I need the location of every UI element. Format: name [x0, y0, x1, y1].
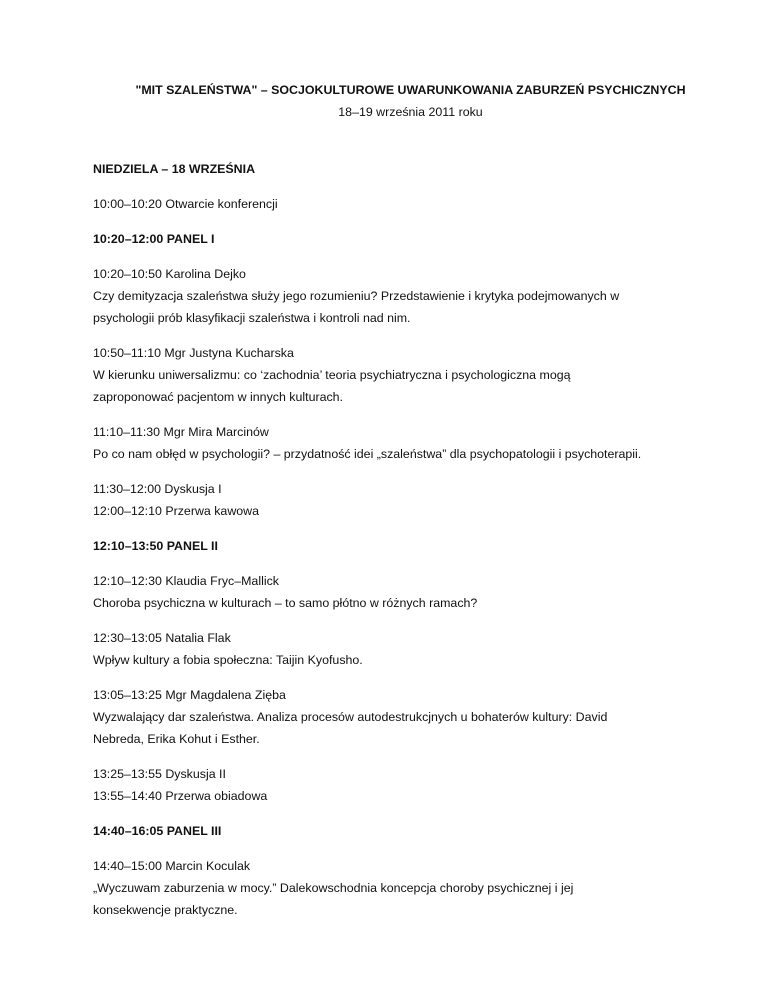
- session-title-line: Czy demityzacja szaleństwa służy jego rozumieniu? Przedstawienie i krytyka podejmowanych w: [93, 289, 620, 303]
- session-time-speaker: 11:30–12:00 Dyskusja I: [93, 482, 222, 496]
- session-time-speaker: 13:05–13:25 Mgr Magdalena Zięba: [93, 688, 286, 702]
- program-list: [93, 193, 728, 921]
- program-block: [93, 535, 728, 557]
- session-title-line: 13:55–14:40 Przerwa obiadowa: [93, 789, 268, 803]
- session-title-line: „Wyczuwam zaburzenia w mocy.” Dalekowschodnia koncepcja choroby psychicznej i jej: [93, 881, 574, 895]
- program-block: [93, 421, 728, 465]
- session-title-line: zaproponować pacjentom w innych kulturach.: [93, 390, 344, 404]
- program-block: [93, 478, 728, 522]
- session-time-speaker: 12:10–12:30 Klaudia Fryc–Mallick: [93, 574, 279, 588]
- session-title-line: Wpływ kultury a fobia społeczna: Taijin Kyofusho.: [93, 653, 363, 667]
- program-block: [93, 684, 728, 750]
- session-time-speaker: 13:25–13:55 Dyskusja II: [93, 767, 226, 781]
- program-block: [93, 820, 728, 842]
- conference-date: 18–19 września 2011 roku: [338, 105, 483, 119]
- session-time-speaker: 12:30–13:05 Natalia Flak: [93, 631, 231, 645]
- session-title-line: konsekwencje praktyczne.: [93, 903, 238, 917]
- program-block: [93, 342, 728, 408]
- session-title-line: W kierunku uniwersalizmu: co ‘zachodnia’ teoria psychiatryczna i psychologiczna mogą: [93, 368, 571, 382]
- session-title-line: Wyzwalający dar szaleństwa. Analiza procesów autodestrukcjnych u bohaterów kultury: David: [93, 710, 608, 724]
- session-time-speaker: 10:50–11:10 Mgr Justyna Kucharska: [93, 346, 294, 360]
- panel-heading: 12:10–13:50 PANEL II: [93, 539, 218, 553]
- day-heading: NIEDZIELA – 18 WRZEŚNIA: [93, 162, 256, 176]
- session-title-line: Po co nam obłęd w psychologii? – przydatność idei „szaleństwa” dla psychopatologii i psychoterapii.: [93, 447, 642, 461]
- session-time-speaker: 11:10–11:30 Mgr Mira Marcinów: [93, 425, 269, 439]
- session-title-line: Choroba psychiczna w kulturach – to samo płótno w różnych ramach?: [93, 596, 478, 610]
- session-time-speaker: 10:00–10:20 Otwarcie konferencji: [93, 197, 278, 211]
- program-block: [93, 263, 728, 329]
- program-block: [93, 763, 728, 807]
- program-block: [93, 627, 728, 671]
- panel-heading: 10:20–12:00 PANEL I: [93, 232, 215, 246]
- program-block: [93, 228, 728, 250]
- program-block: [93, 855, 728, 921]
- session-title-line: 12:00–12:10 Przerwa kawowa: [93, 504, 259, 518]
- program-block: [93, 193, 728, 215]
- conference-title: "MIT SZALEŃSTWA" – SOCJOKULTUROWE UWARUNKOWANIA ZABURZEŃ PSYCHICZNYCH: [135, 83, 686, 97]
- session-title-line: Nebreda, Erika Kohut i Esther.: [93, 732, 260, 746]
- program-block: [93, 570, 728, 614]
- session-title-line: psychologii prób klasyfikacji szaleństwa i kontroli nad nim.: [93, 311, 411, 325]
- session-time-speaker: 10:20–10:50 Karolina Dejko: [93, 267, 246, 281]
- session-time-speaker: 14:40–15:00 Marcin Koculak: [93, 859, 251, 873]
- document-header: [0, 79, 768, 123]
- panel-heading: 14:40–16:05 PANEL III: [93, 824, 222, 838]
